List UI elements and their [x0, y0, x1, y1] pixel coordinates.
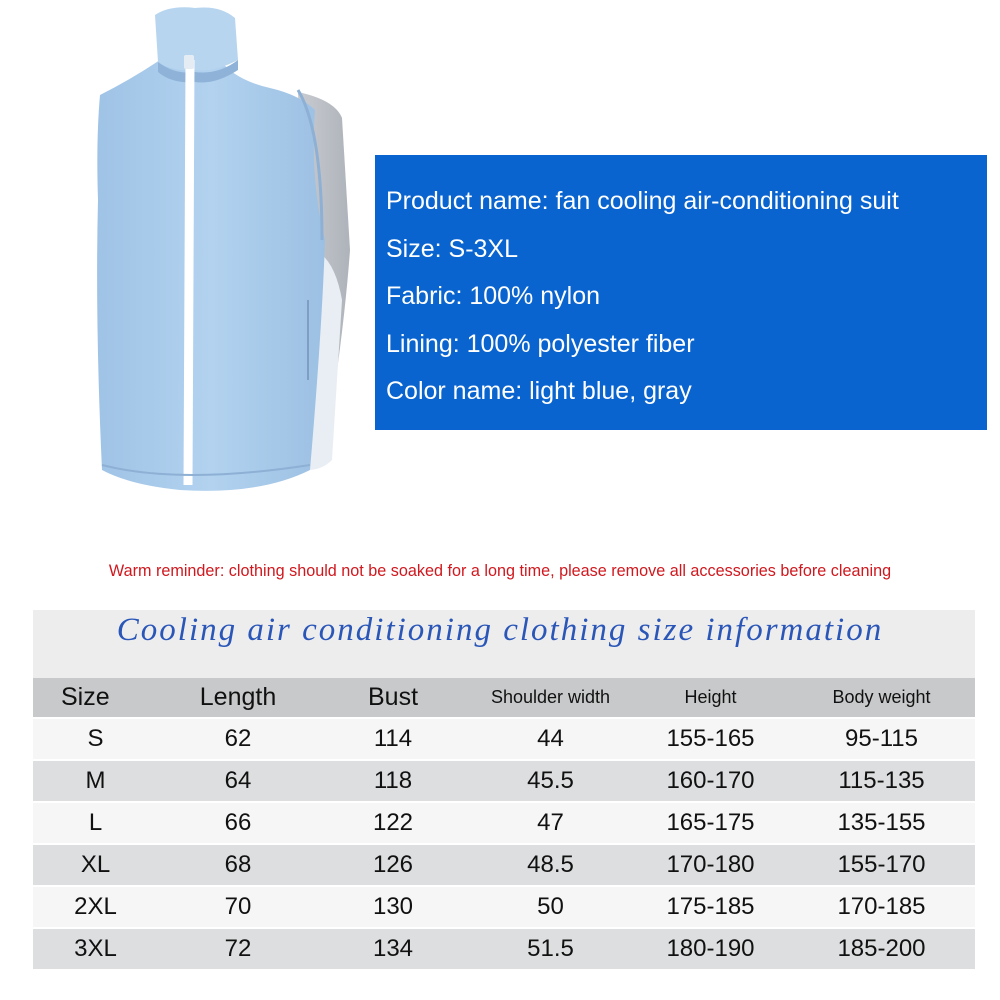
bust-cell: 122 [318, 802, 468, 844]
weight-cell: 115-135 [788, 760, 975, 802]
bust-cell: 130 [318, 886, 468, 928]
header-length: Length [158, 678, 318, 718]
length-cell: 70 [158, 886, 318, 928]
height-cell: 165-175 [633, 802, 788, 844]
vest-illustration [60, 0, 380, 520]
table-row [33, 928, 975, 969]
product-name-line: Product name: fan cooling air-conditioning suit [386, 187, 899, 215]
shoulder-cell: 51.5 [468, 928, 633, 969]
weight-cell: 155-170 [788, 844, 975, 886]
height-cell: 180-190 [633, 928, 788, 969]
size-cell: 2XL [33, 886, 158, 928]
shoulder-cell: 44 [468, 718, 633, 760]
size-cell: L [33, 802, 158, 844]
length-cell: 72 [158, 928, 318, 969]
height-cell: 155-165 [633, 718, 788, 760]
weight-cell: 135-155 [788, 802, 975, 844]
size-cell: S [33, 718, 158, 760]
weight-cell: 170-185 [788, 886, 975, 928]
table-row [33, 802, 975, 844]
weight-cell: 185-200 [788, 928, 975, 969]
shoulder-cell: 47 [468, 802, 633, 844]
header-bust: Bust [318, 678, 468, 718]
care-reminder: Warm reminder: clothing should not be soaked for a long time, please remove all accessories before cleaning [108, 562, 892, 580]
size-cell: M [33, 760, 158, 802]
length-cell: 66 [158, 802, 318, 844]
size-range-line: Size: S-3XL [386, 234, 519, 263]
height-cell: 175-185 [633, 886, 788, 928]
bust-cell: 114 [318, 718, 468, 760]
header-shoulder-width: Shoulder width [468, 678, 633, 718]
fabric-line: Fabric: 100% nylon [386, 282, 601, 310]
shoulder-cell: 48.5 [468, 844, 633, 886]
length-cell: 68 [158, 844, 318, 886]
header-height: Height [633, 678, 788, 718]
height-cell: 170-180 [633, 844, 788, 886]
header-size: Size [33, 678, 158, 718]
table-row [33, 718, 975, 760]
bust-cell: 126 [318, 844, 468, 886]
lining-line: Lining: 100% polyester fiber [386, 329, 695, 358]
bust-cell: 118 [318, 760, 468, 802]
size-chart-header-row [33, 678, 975, 718]
color-name-line: Color name: light blue, gray [386, 377, 692, 405]
weight-cell: 95-115 [788, 718, 975, 760]
size-cell: XL [33, 844, 158, 886]
header-body-weight: Body weight [788, 678, 975, 718]
shoulder-cell: 45.5 [468, 760, 633, 802]
product-image [60, 0, 380, 520]
size-chart-title: Cooling air conditioning clothing size information [116, 612, 884, 648]
bust-cell: 134 [318, 928, 468, 969]
product-info-box [375, 155, 987, 430]
shoulder-cell: 50 [468, 886, 633, 928]
size-chart-table [33, 678, 975, 969]
table-row [33, 760, 975, 802]
table-row [33, 886, 975, 928]
size-cell: 3XL [33, 928, 158, 969]
table-row [33, 844, 975, 886]
length-cell: 64 [158, 760, 318, 802]
length-cell: 62 [158, 718, 318, 760]
height-cell: 160-170 [633, 760, 788, 802]
